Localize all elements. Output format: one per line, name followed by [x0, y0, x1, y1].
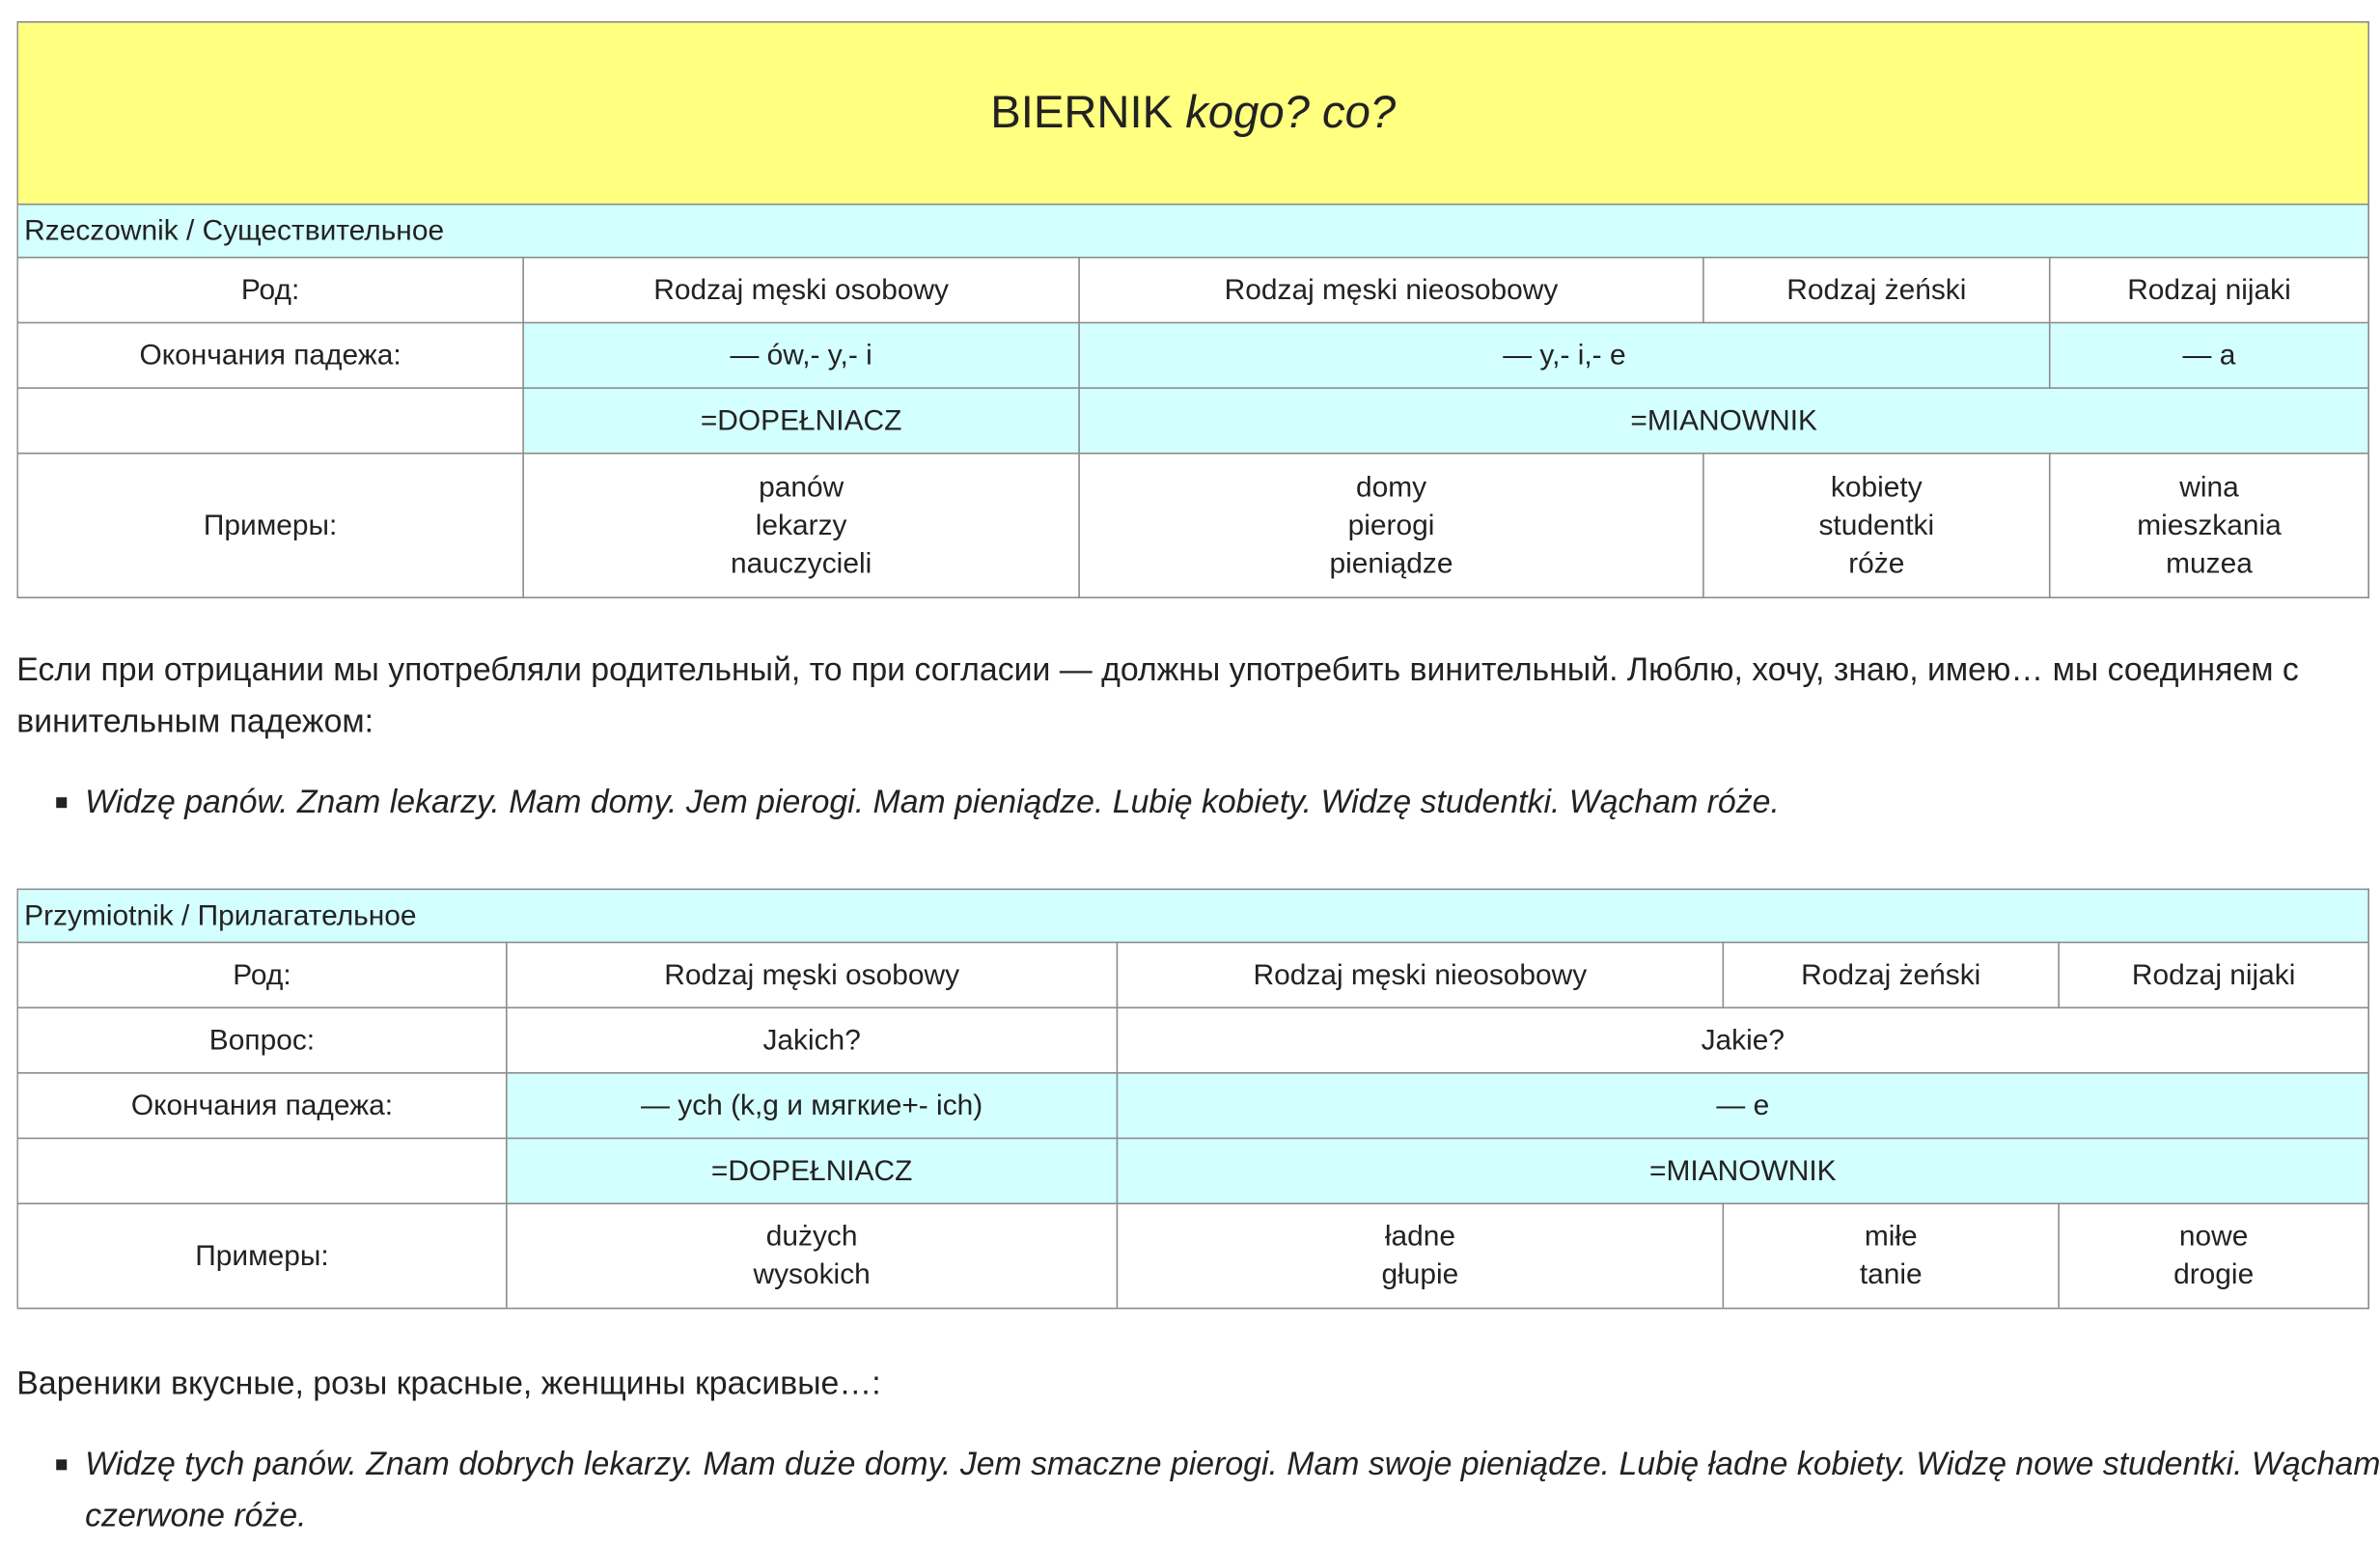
empty-cell	[17, 388, 523, 454]
col-header-neuter: Rodzaj nijaki	[2050, 258, 2369, 323]
title-case-question: kogo? co?	[1185, 88, 1397, 139]
row-label-endings: Окончания падежа:	[17, 322, 523, 388]
row-label-examples: Примеры:	[17, 454, 523, 598]
example-word: kobiety	[1830, 471, 1923, 504]
example-word: wysokich	[753, 1258, 871, 1291]
example-word: studentki	[1818, 509, 1935, 542]
example-word: nauczycieli	[730, 547, 872, 580]
section-header-noun: Rzeczownik / Существительное	[17, 205, 2368, 258]
table-row	[17, 1073, 2368, 1139]
example-word: mieszkania	[2137, 509, 2282, 542]
col-header-male-personal: Rodzaj męski osobowy	[507, 942, 1118, 1008]
example-word: róże	[1848, 547, 1905, 580]
example-word: wina	[2179, 471, 2239, 504]
example-word: dużych	[765, 1221, 858, 1254]
row-label-question: Вопрос:	[17, 1008, 507, 1073]
col-header-feminine: Rodzaj żeński	[1723, 942, 2059, 1008]
examples-male-nonpersonal	[1079, 454, 1703, 598]
table-row	[17, 1203, 2368, 1309]
title-case-name: BIERNIK	[990, 88, 1174, 139]
example-word: muzea	[2166, 547, 2253, 580]
table-row	[17, 1008, 2368, 1073]
ending-neuter: — a	[2050, 322, 2369, 388]
paragraph-examples-intro: Вареники вкусные, розы красные, женщины красивые…:	[16, 1365, 881, 1402]
table-row	[17, 388, 2368, 454]
example-word: tanie	[1859, 1258, 1923, 1291]
paragraph-explanation: Если при отрицании мы употребляли родительный, то при согласии — должны употребить винительный. Люблю, хочу, знаю, имею… мы соединяем с винительным падежом:	[16, 651, 2299, 740]
question-left: Jakich?	[507, 1008, 1118, 1073]
col-header-neuter: Rodzaj nijaki	[2059, 942, 2368, 1008]
examples-male-personal	[507, 1203, 1118, 1309]
biernik-noun-table	[16, 21, 2369, 598]
col-header-feminine: Rodzaj żeński	[1703, 258, 2050, 323]
equals-dopelniacz: =DOPEŁNIACZ	[523, 388, 1079, 454]
equals-dopelniacz: =DOPEŁNIACZ	[507, 1138, 1118, 1203]
example-word: miłe	[1864, 1221, 1918, 1254]
section-header-adjective: Przymiotnik / Прилагательное	[17, 889, 2368, 942]
col-header-male-personal: Rodzaj męski osobowy	[523, 258, 1079, 323]
example-word: lekarzy	[755, 509, 847, 542]
table-row	[17, 454, 2368, 598]
examples-male-nonpersonal	[1117, 1203, 1723, 1309]
row-label-gender: Род:	[17, 258, 523, 323]
bullet-text: Widzę tych panów. Znam dobrych lekarzy. Mam duże domy. Jem smaczne pierogi. Mam swoje pieniądze. Lubię ładne kobiety. Widzę nowe studentki. Wącham czerwone róże.	[85, 1446, 2380, 1534]
example-word: ładne	[1384, 1221, 1455, 1254]
table-row	[17, 258, 2368, 323]
example-word: pieniądze	[1329, 547, 1453, 580]
example-word: drogie	[2173, 1258, 2255, 1291]
ending-left: — ych (k,g и мягкие+- ich)	[507, 1073, 1118, 1139]
question-right: Jakie?	[1117, 1008, 2368, 1073]
col-header-male-nonpersonal: Rodzaj męski nieosobowy	[1117, 942, 1723, 1008]
example-word: nowe	[2178, 1221, 2249, 1254]
list-item	[85, 776, 2380, 828]
example-word: pierogi	[1347, 509, 1435, 542]
ending-middle: — y,- i,- e	[1079, 322, 2050, 388]
examples-feminine	[1723, 1203, 2059, 1309]
example-word: głupie	[1381, 1258, 1459, 1291]
row-label-gender: Род:	[17, 942, 507, 1008]
col-header-male-nonpersonal: Rodzaj męski nieosobowy	[1079, 258, 1703, 323]
row-label-examples: Примеры:	[17, 1203, 507, 1309]
examples-neuter	[2050, 454, 2369, 598]
biernik-adjective-table	[16, 889, 2369, 1310]
bullet-marker	[56, 1459, 67, 1470]
equals-mianownik: =MIANOWNIK	[1117, 1138, 2368, 1203]
table-title	[17, 22, 2368, 205]
examples-feminine	[1703, 454, 2050, 598]
example-word: domy	[1355, 471, 1427, 504]
empty-cell	[17, 1138, 507, 1203]
bullet-marker	[56, 797, 67, 808]
list-item	[85, 1438, 2380, 1541]
example-word: panów	[759, 471, 844, 504]
table-row	[17, 322, 2368, 388]
examples-male-personal	[523, 454, 1079, 598]
equals-mianownik: =MIANOWNIK	[1079, 388, 2368, 454]
bullet-text: Widzę panów. Znam lekarzy. Mam domy. Jem pierogi. Mam pieniądze. Lubię kobiety. Widzę studentki. Wącham róże.	[85, 784, 1780, 820]
table-row	[17, 1138, 2368, 1203]
ending-right: — e	[1117, 1073, 2368, 1139]
ending-male-personal: — ów,- y,- i	[523, 322, 1079, 388]
examples-neuter	[2059, 1203, 2368, 1309]
row-label-endings: Окончания падежа:	[17, 1073, 507, 1139]
table-row	[17, 942, 2368, 1008]
